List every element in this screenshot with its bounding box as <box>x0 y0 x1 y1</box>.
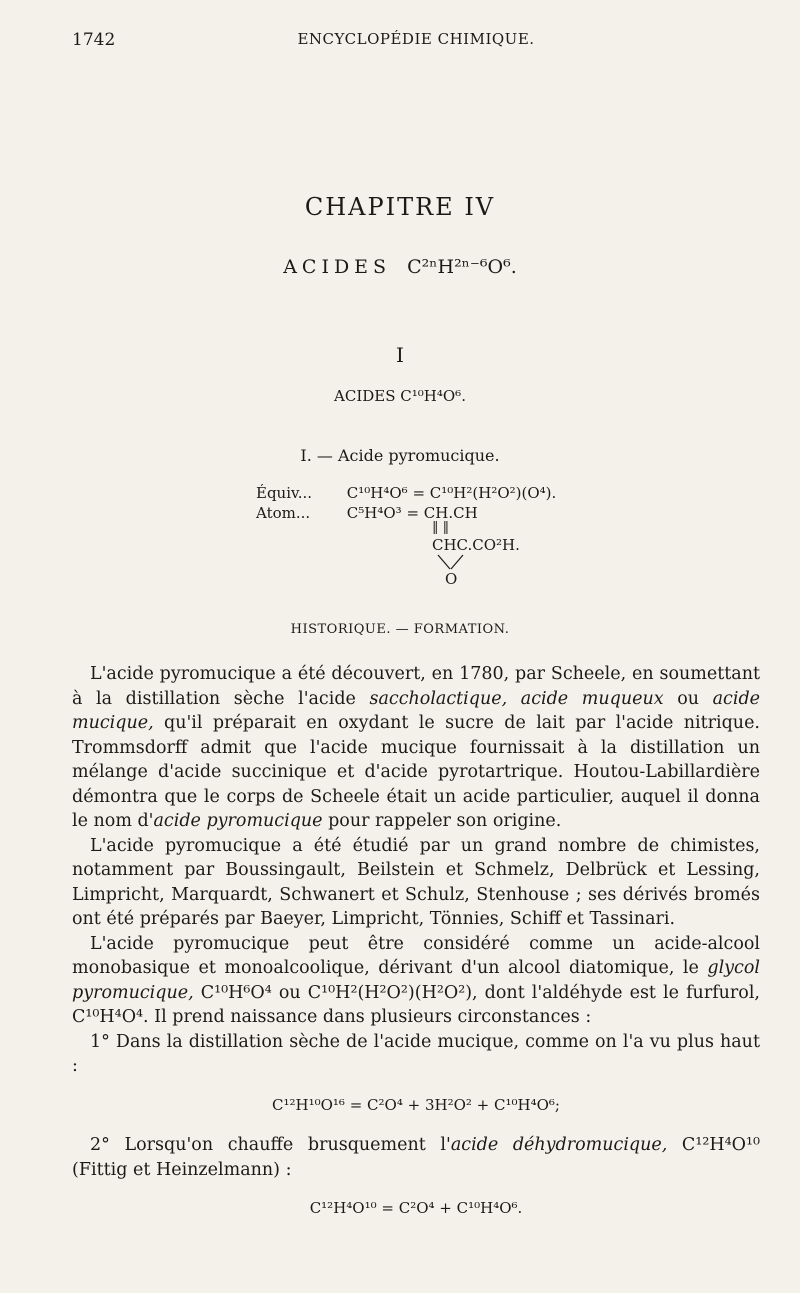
paragraph-2: L'acide pyromucique a été étudié par un grand nombre de chimistes, notamment par Boussingault, Beilstein et Schmelz, Delbrück et Lessing, Limpricht, Marquardt, Schwanert et Schulz, Stenhouse ; ses dérivés bromés ont été préparés par Baeyer, Limpricht, Tönnies, Schiff et Tassinari. <box>72 835 760 929</box>
acides-general-formula-line <box>0 256 800 278</box>
p1-italic-2: acide mucique, <box>72 688 761 733</box>
ring-bonds: ‖ ‖ <box>432 520 450 535</box>
running-title: ENCYCLOPÉDIE CHIMIQUE. <box>297 30 535 48</box>
atom-label: Atom... <box>256 504 311 522</box>
equiv-formula: C¹⁰H⁴O⁶ = C¹⁰H²(H²O²)(O⁴). <box>346 484 557 502</box>
section-heading: I. — Acide pyromucique. <box>300 446 500 465</box>
p3-text-b: C¹⁰H⁶O⁴ ou C¹⁰H²(H²O²)(H²O²), dont l'aldéhyde est le furfurol, C¹⁰H⁴O⁴. Il prend naissance dans plusieurs circonstances : <box>72 982 760 1027</box>
chapter-title: CHAPITRE IV <box>304 193 496 221</box>
historique-heading: HISTORIQUE. — FORMATION. <box>290 622 510 637</box>
equation-2: C¹²H⁴O¹⁰ = C²O⁴ + C¹⁰H⁴O⁶. <box>309 1199 523 1217</box>
p3-italic: glycol pyromucique, <box>72 958 760 1003</box>
page-number: 1742 <box>72 30 116 50</box>
equiv-label: Équiv... <box>256 484 313 502</box>
p5-text-a: 2° Lorsqu'on chauffe brusquement l' <box>90 1135 451 1155</box>
page-header <box>72 30 760 54</box>
p3-text-a: L'acide pyromucique peut être considéré comme un acide-alcool monobasique et monoalcoolique, dérivant d'un alcool diatomique, le <box>72 933 760 978</box>
atom-formula: C⁵H⁴O³ = CH.CH <box>346 504 478 522</box>
paragraph-5 <box>72 1133 760 1182</box>
paragraph-1 <box>72 662 760 834</box>
equation-1: C¹²H¹⁰O¹⁶ = C²O⁴ + 3H²O² + C¹⁰H⁴O⁶; <box>272 1095 560 1114</box>
general-formula: C²ⁿH²ⁿ⁻⁶O⁶. <box>407 256 517 278</box>
section-subtitle: ACIDES C¹⁰H⁴O⁶. <box>334 387 466 405</box>
p1-text-d: pour rappeler son origine. <box>322 811 562 831</box>
section-roman-numeral: I <box>396 343 404 367</box>
paragraph-3 <box>72 932 760 1030</box>
ring-oxygen: O <box>445 570 458 588</box>
body-text <box>72 662 760 1237</box>
p1-text-a: L'acide pyromucique a été découvert, en 1780, par Scheele, en soumettant à la distillation sèche l'acide <box>72 664 760 709</box>
p1-text-b: ou <box>663 688 713 709</box>
p1-text-c: qu'il préparait en oxydant le sucre de lait par l'acide nitrique. Trommsdorff admit que l'acide mucique fournissait à la distillation un mélange d'acide succinique et d'acide pyrotartrique. Houtou-Labillardière démontra que le corps de Scheele était un acide particulier, auquel il donna le nom d' <box>72 713 760 831</box>
p5-text-b: C¹²H⁴O¹⁰ (Fittig et Heinzelmann) : <box>72 1135 761 1180</box>
formula-block <box>256 484 676 594</box>
ring-line: CHC.CO²H. <box>432 536 520 554</box>
p5-italic: acide déhydromucique, <box>450 1135 668 1155</box>
acides-word: ACIDES <box>283 256 392 278</box>
p1-italic-1: saccholactique, acide muqueux <box>369 688 664 709</box>
p1-italic-3: acide pyromucique <box>153 811 323 831</box>
paragraph-4: 1° Dans la distillation sèche de l'acide mucique, comme on l'a vu plus haut : <box>72 1031 760 1076</box>
equiv-formula-row <box>256 484 556 502</box>
